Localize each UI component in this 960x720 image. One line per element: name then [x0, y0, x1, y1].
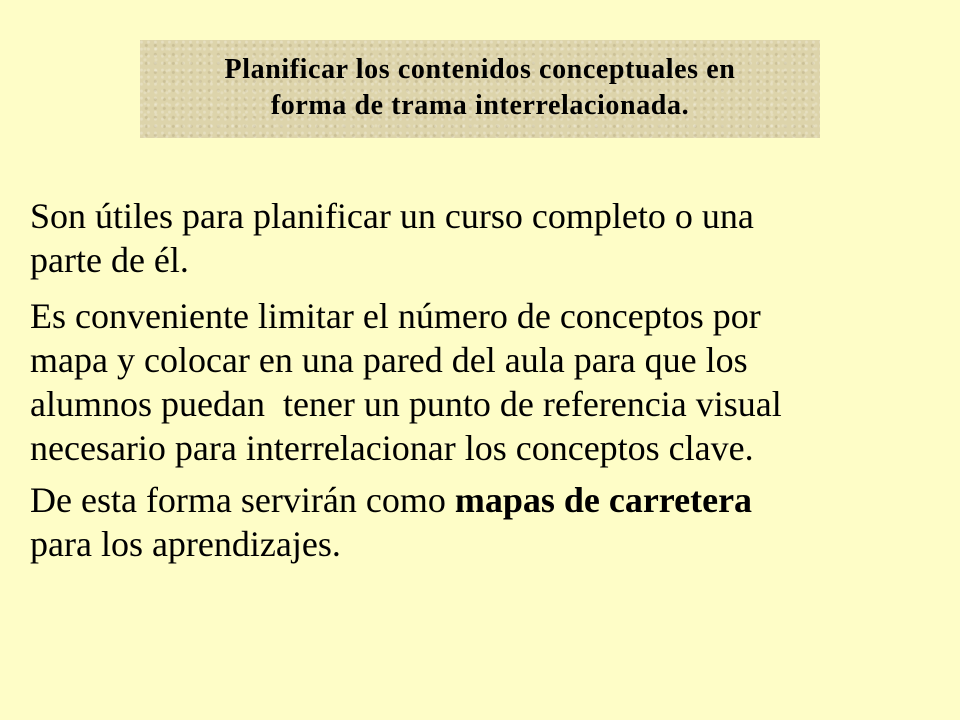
paragraph-line: alumnos puedan tener un punto de referencia visual	[30, 384, 782, 424]
paragraph-course-planning	[30, 194, 940, 282]
paragraph-limit-concepts	[30, 294, 940, 470]
paragraph-line	[30, 478, 940, 522]
paragraph-line: mapa y colocar en una pared del aula para que los	[30, 340, 748, 380]
paragraph-text: De esta forma servirán como	[30, 480, 455, 520]
paragraph-line: parte de él.	[30, 240, 189, 280]
slide-body	[30, 194, 940, 578]
paragraph-line: para los aprendizajes.	[30, 524, 341, 564]
slide-title-line-2: forma de trama interrelacionada.	[270, 90, 690, 121]
emphasis-text: mapas de carretera	[454, 480, 753, 520]
paragraph-line: Son útiles para planificar un curso completo o una	[30, 196, 754, 236]
paragraph-line: Es conveniente limitar el número de conceptos por	[30, 296, 761, 336]
slide-title-line-1: Planificar los contenidos conceptuales en	[224, 54, 736, 85]
slide-title-box	[140, 40, 820, 138]
paragraph-road-maps	[30, 478, 940, 566]
paragraph-line: necesario para interrelacionar los conceptos clave.	[30, 428, 754, 468]
